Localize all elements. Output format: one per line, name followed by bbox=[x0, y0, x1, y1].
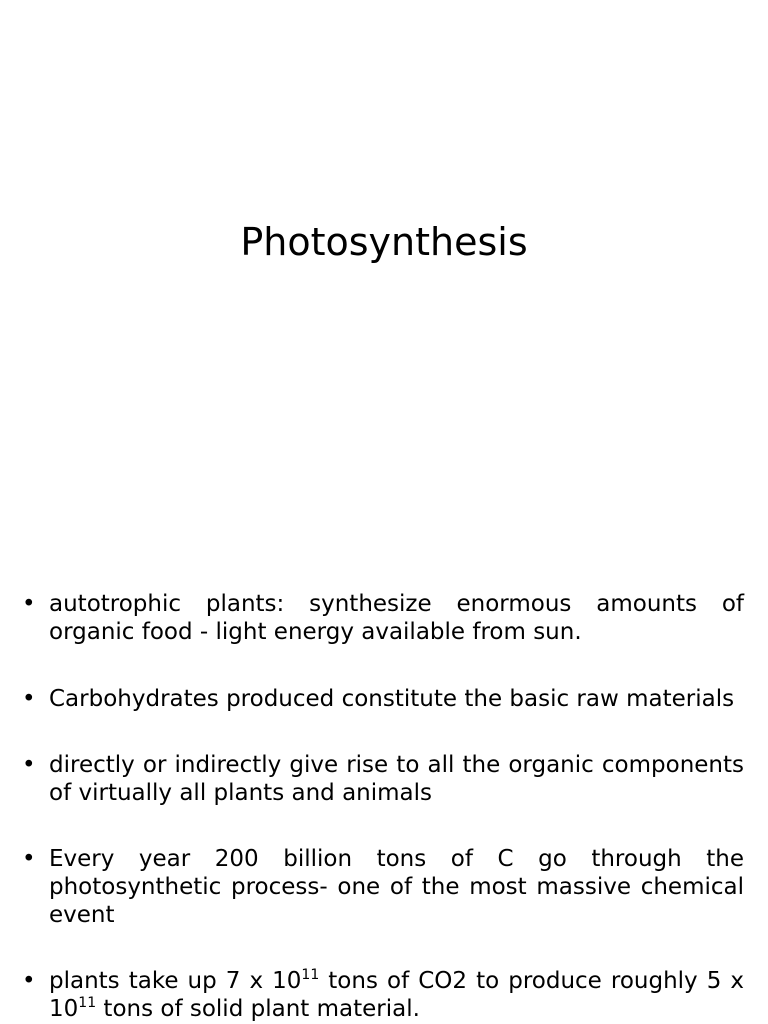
exponent: 11 bbox=[78, 995, 97, 1011]
bullet-text: plants take up 7 x 10 bbox=[49, 968, 302, 994]
bullet-item: • Carbohydrates produced constitute the basic raw materials bbox=[22, 685, 744, 713]
bullet-list bbox=[22, 590, 744, 1023]
bullet-text: tons of CO2 to produce roughly 5 x 10 bbox=[49, 968, 745, 1022]
bullet-item: • Every year 200 billion tons of C go through the photosynthetic process- one of the most massive chemical event bbox=[22, 845, 744, 929]
bullet-item bbox=[22, 967, 744, 1023]
bullet-item: • directly or indirectly give rise to all the organic components of virtually all plants and animals bbox=[22, 751, 744, 807]
exponent: 11 bbox=[301, 967, 320, 983]
slide-title: Photosynthesis bbox=[240, 220, 528, 264]
bullet-text: tons of solid plant material. bbox=[96, 996, 420, 1022]
bullet-item: • autotrophic plants: synthesize enormous amounts of organic food - light energy available from sun. bbox=[22, 590, 744, 646]
